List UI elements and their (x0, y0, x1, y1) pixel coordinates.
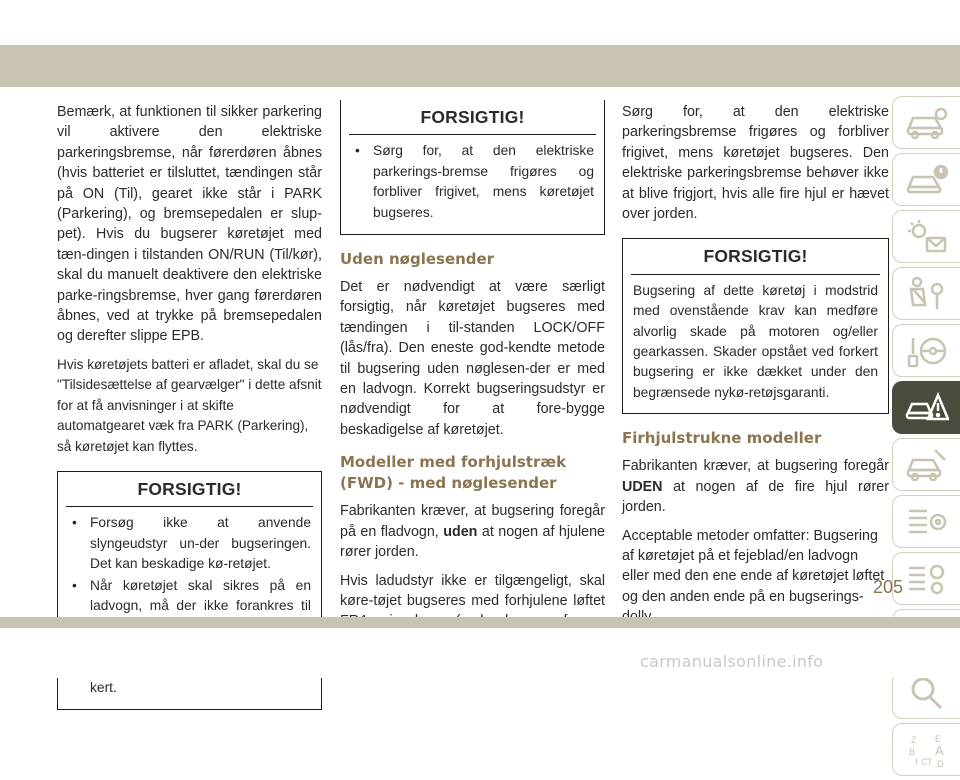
caution-item: • Sørg for, at den elektriske parkerings-bremse frigøres og forbliver frigivet, mens køretøjet bugseres. (351, 141, 594, 223)
caution-text: Bugsering af dette køretøj i modstrid med ovenstående krav kan medføre alvorlig skade på motoren og/eller gearkassen. Skader opstået ved forkert bugsering er ikke dækket under den begrænsede nykø-retøjsgaranti. (633, 282, 878, 400)
paragraph-fwd-dolly: Hvis ladudstyr ikke er tilgængeligt, skal køre-tøjet bugseres med forhjulene løftet (340, 572, 605, 609)
steering-controls-icon (905, 332, 949, 370)
page-number: 205 (872, 577, 903, 597)
section-heading-fwd: Modeller med forhjulstræk (FWD) - med nøglesender (340, 453, 567, 493)
tab-emergency[interactable] (892, 381, 960, 434)
tab-index[interactable] (892, 723, 960, 776)
svg-text:B: B (908, 746, 915, 757)
paragraph-safe-parking: Bemærk, at funktionen til sikker parkering vil aktivere den elektriske parkeringsbremse, når førerdøren åbnes (hvis batteriet er tilsluttet, tændingen står på ON (Til), gearet ikke står i PARK (Parkering), og bremsepedalen er slup-pet). Hvis du bugserer køretøjet med tæn-dingen i tilstanden ON/RUN (Til/kør), skal du manuelt deaktivere den elektriske parke-ringsbremse, hver gang førerdøren åbnes, ved at trykke på bremsepedalen og derefter slippe EPB. (57, 104, 322, 345)
tab-service[interactable] (892, 438, 960, 491)
caution-item: • Når køretøjet skal sikres på en ladvogn, må der ikke forankres til kert. (68, 576, 311, 698)
caution-title: FORSIGTIG! (631, 239, 880, 274)
svg-text:T: T (926, 756, 932, 767)
search-icon (905, 674, 949, 712)
tab-maintenance[interactable] (892, 495, 960, 548)
tab-safety[interactable] (892, 267, 960, 320)
paragraph-release-brake: Sørg for, at den elektriske parkeringsbremse frigøres og forbliver frigivet, mens køretøjet bugseres. Den elektriske parkeringsbremse behøver ikke at blive frigjort, hvis alle fire hjul er hævet over jorden. (622, 104, 889, 223)
paragraph-4wd-requirement: Fabrikanten kræver, at bugsering foregår UDEN at nogen af de fire hjul rører jorden. (622, 458, 889, 516)
svg-text:Z: Z (910, 734, 916, 745)
caution-title: FORSIGTIG! (349, 100, 596, 135)
car-alert-icon (905, 161, 949, 199)
caution-box-towing-damage (622, 238, 889, 414)
paragraph-battery-discharged: Hvis køretøjets batteri er afladet, skal du se "Tilsidesættelse af gearvælger" i dette afsnit for at få anvisninger i at skifte automatgearet væk fra PARK (Parkering), så køretøjet kan flyttes. (57, 356, 322, 454)
svg-text:A: A (934, 742, 944, 758)
column-right (622, 102, 889, 636)
tab-steering[interactable] (892, 324, 960, 377)
paragraph-acceptable-methods: Acceptable metoder omfatter: Bugsering af køretøjet på et fejeblad/en ladvogn eller med den ene ende af køretøjet løftet og den anden ende på en bugserings- (622, 527, 885, 605)
footer-band (0, 617, 960, 628)
svg-text:E: E (934, 733, 941, 744)
header-band (0, 45, 960, 87)
section-heading-without-key: Uden nøglesender (340, 250, 495, 269)
specifications-icon (905, 560, 949, 598)
section-heading-4wd: Firhjulstrukne modeller (622, 429, 822, 448)
car-service-icon (905, 446, 949, 484)
svg-text:D: D (936, 758, 943, 769)
tab-car-info[interactable] (892, 96, 960, 149)
caution-title: FORSIGTIG! (66, 472, 313, 507)
tab-dashboard-lights[interactable] (892, 210, 960, 263)
svg-text:I: I (914, 756, 918, 767)
top-margin (0, 0, 960, 45)
caution-item: • Forsøg ikke at anvende slyngeudstyr un-der bugseringen. Det kan beskadige kø-retøjet. (68, 513, 311, 574)
paragraph-without-key: Det er nødvendigt at være særligt forsigtig, når køretøjet bugseres med tændingen i til-standen LOCK/OFF (lås/fra). Den eneste god-kendte metode til bugsering uden nøglesen-der er med en ladvogn. Korrekt bugseringsudstyr er nødvendigt for at fore-bygge beskadigelse af køretøjet. (340, 279, 605, 438)
paragraph-fwd-flatbed: Fabrikanten kræver, at bugsering foregår på en fladvogn, uden at nogen af hjulene rører jorden. (340, 503, 605, 561)
emergency-triangle-car-icon (905, 389, 949, 427)
car-info-icon (905, 104, 949, 142)
svg-text:C: C (920, 756, 927, 767)
tab-car-alert[interactable] (892, 153, 960, 206)
watermark: carmanualsonline.info (640, 652, 824, 671)
column-middle (340, 102, 605, 681)
safety-belt-icon (905, 275, 949, 313)
maintenance-gear-icon (905, 503, 949, 541)
dashboard-lights-icon (905, 218, 949, 256)
index-letters-icon (905, 731, 949, 769)
caution-box-parking-brake (340, 100, 605, 235)
